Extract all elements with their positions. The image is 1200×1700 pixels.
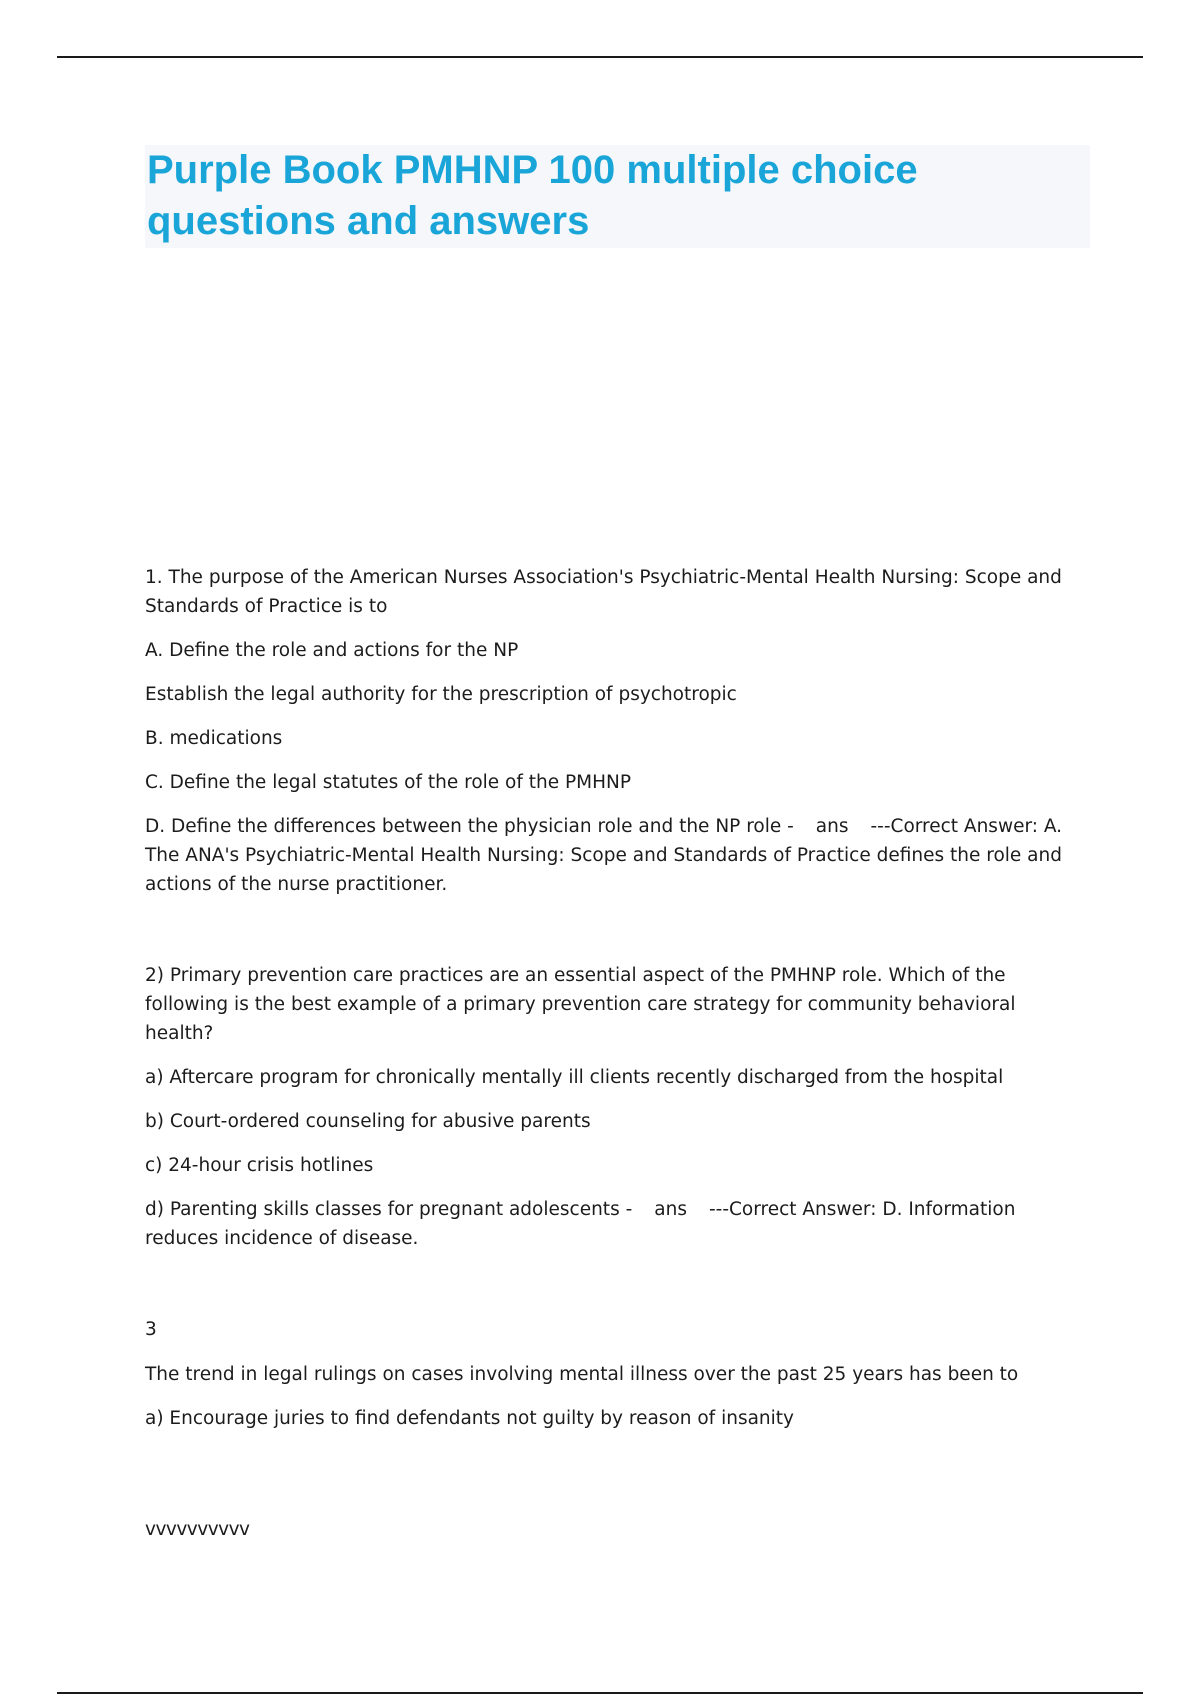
question-stem: 1. The purpose of the American Nurses Association's Psychiatric-Mental Health Nursing: Scope and Standards of Practice is to — [145, 567, 1062, 617]
option-line: a) Encourage juries to find defendants not guilty by reason of insanity — [145, 1408, 794, 1429]
ans-label: ans — [815, 816, 849, 837]
option-line: C. Define the legal statutes of the role of the PMHNP — [145, 772, 632, 793]
question-stem: 2) Primary prevention care practices are an essential aspect of the PMHNP role. Which of the following is the best example of a primary prevention care strategy for community behavioral health? — [145, 965, 1016, 1044]
question-number: 3 — [145, 1319, 157, 1340]
option-line: Establish the legal authority for the prescription of psychotropic — [145, 684, 737, 705]
option-line: B. medications — [145, 728, 283, 749]
document-body — [145, 563, 1085, 1544]
top-rule — [57, 56, 1143, 58]
title-block — [145, 145, 1090, 248]
correct-answer: ---Correct Answer: A. The ANA's Psychiatric-Mental Health Nursing: Scope and Standards of Practice defines the role and actions of the nurse practitioner. — [145, 816, 1063, 895]
option-line: c) 24-hour crisis hotlines — [145, 1155, 374, 1176]
option-with-answer — [145, 1195, 1085, 1253]
option-line: b) Court-ordered counseling for abusive parents — [145, 1111, 591, 1132]
option-with-answer — [145, 812, 1085, 899]
option-line: D. Define the differences between the physician role and the NP role - — [145, 816, 794, 837]
ans-label: ans — [654, 1199, 687, 1220]
option-line: A. Define the role and actions for the NP — [145, 640, 519, 661]
question-1 — [145, 563, 1085, 899]
document-title: Purple Book PMHNP 100 multiple choice questions and answers — [147, 148, 918, 243]
bottom-rule — [57, 1692, 1143, 1694]
question-2 — [145, 961, 1085, 1253]
option-line: d) Parenting skills classes for pregnant adolescents - — [145, 1199, 633, 1220]
footer-text: vvvvvvvvvv — [145, 1519, 250, 1540]
question-stem: The trend in legal rulings on cases involving mental illness over the past 25 years has been to — [145, 1364, 1019, 1385]
question-3 — [145, 1315, 1085, 1433]
option-line: a) Aftercare program for chronically mentally ill clients recently discharged from the hospital — [145, 1067, 1004, 1088]
correct-answer: ---Correct Answer: D. Information reduces incidence of disease. — [145, 1199, 1016, 1249]
